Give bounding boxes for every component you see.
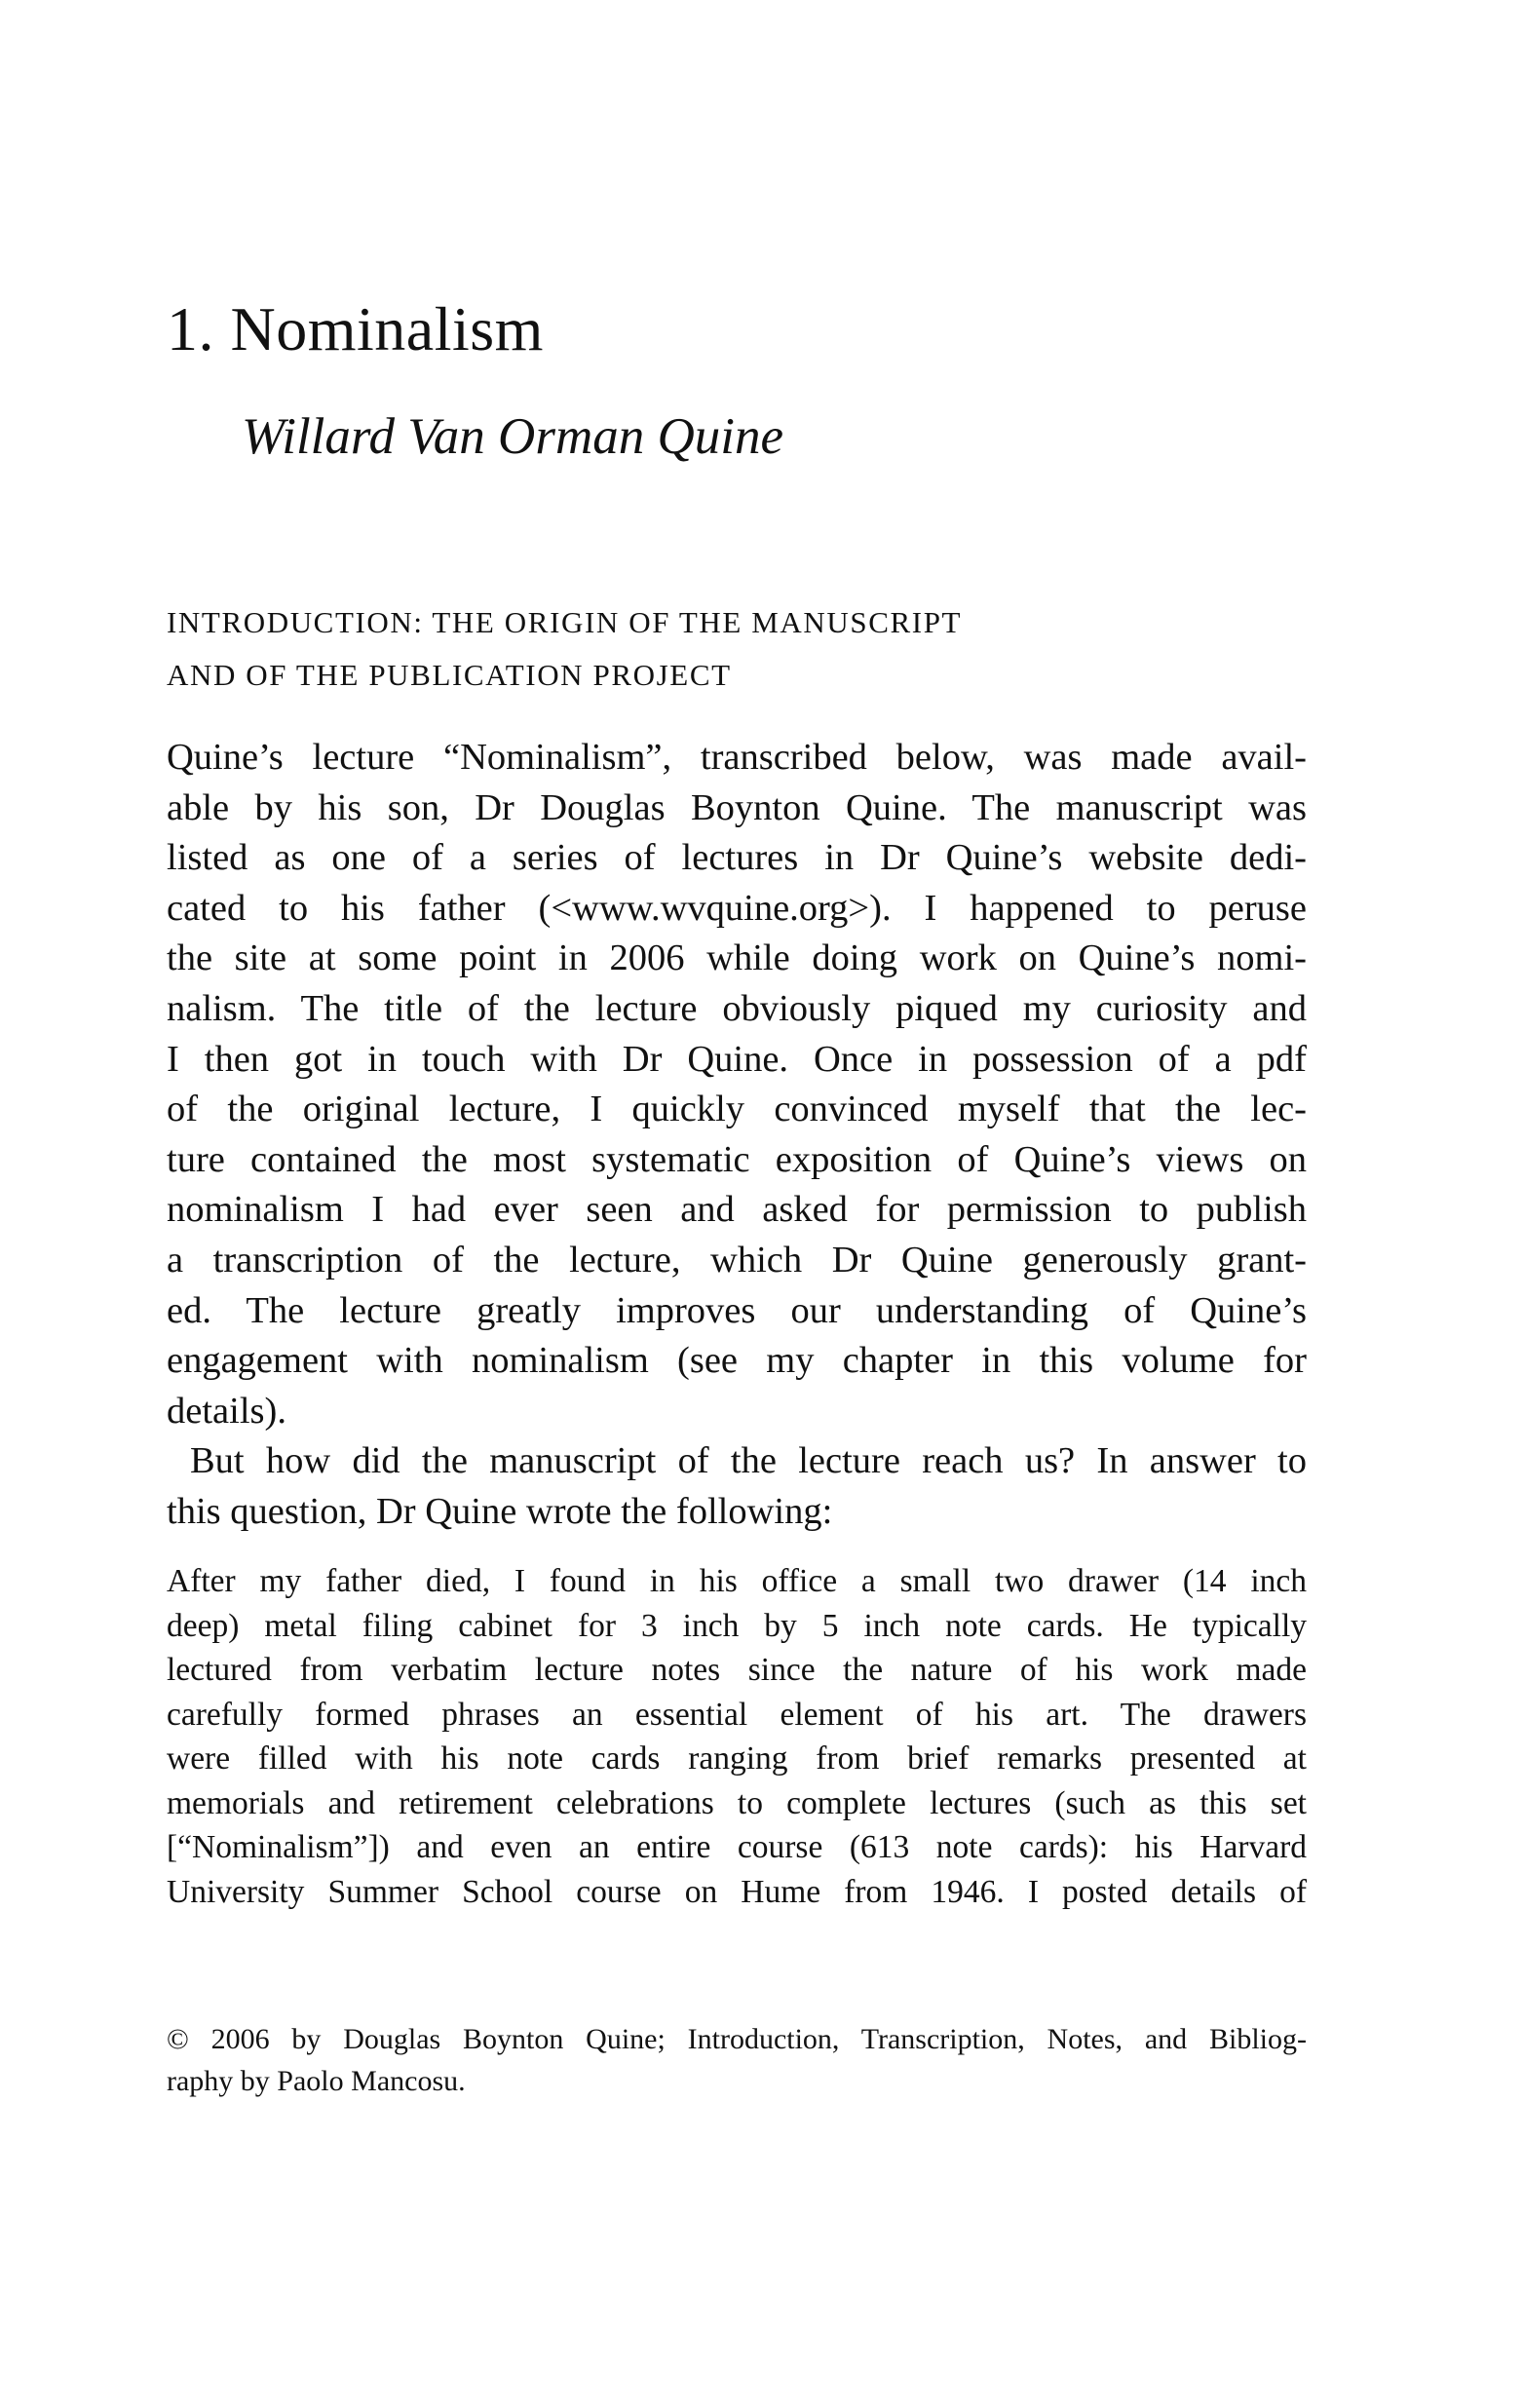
quote-line: lectured from verbatim lecture notes since the nature of his work made [167, 1652, 1307, 1688]
text-line: this question, Dr Quine wrote the following: [167, 1490, 833, 1532]
footnote-line: raphy by Paolo Mancosu. [167, 2065, 466, 2097]
text-line: ture contained the most systematic exposition of Quine’s views on [167, 1138, 1307, 1180]
text-line: able by his son, Dr Douglas Boynton Quine. The manuscript was [167, 786, 1307, 828]
section-heading-line: INTRODUCTION: THE ORIGIN OF THE MANUSCRIPT [167, 605, 963, 639]
text-line: ed. The lecture greatly improves our understanding of Quine’s [167, 1289, 1307, 1331]
chapter-title: 1. Nominalism [167, 294, 544, 363]
quote-line: carefully formed phrases an essential element of his art. The drawers [167, 1696, 1307, 1733]
text-line: cated to his father (<www.wvquine.org>). I happened to peruse [167, 887, 1307, 929]
quote-line: After my father died, I found in his office a small two drawer (14 inch [167, 1563, 1307, 1599]
footnote-line: © 2006 by Douglas Boynton Quine; Introduction, Transcription, Notes, and Bibliog- [167, 2023, 1307, 2055]
section-heading-line: AND OF THE PUBLICATION PROJECT [167, 658, 732, 692]
quote-line: University Summer School course on Hume from 1946. I posted details of [167, 1873, 1307, 1910]
text-line: the site at some point in 2006 while doing work on Quine’s nomi- [167, 937, 1307, 979]
text-line: engagement with nominalism (see my chapter in this volume for [167, 1340, 1307, 1382]
block-quote [167, 1559, 1307, 1914]
text-line: I then got in touch with Dr Quine. Once in possession of a pdf [167, 1038, 1307, 1080]
text-line: of the original lecture, I quickly convinced myself that the lec- [167, 1089, 1307, 1130]
text-line: Quine’s lecture “Nominalism”, transcribed below, was made avail- [167, 737, 1307, 778]
second-paragraph [167, 1436, 1307, 1537]
quote-line: memorials and retirement celebrations to complete lectures (such as this set [167, 1784, 1307, 1821]
chapter-author: Willard Van Orman Quine [242, 408, 784, 465]
text-line: listed as one of a series of lectures in Dr Quine’s website dedi- [167, 837, 1307, 879]
text-line: nominalism I had ever seen and asked for permission to publish [167, 1189, 1307, 1231]
text-line: But how did the manuscript of the lecture reach us? In answer to [190, 1440, 1307, 1481]
text-line: details). [167, 1390, 286, 1432]
section-heading [167, 596, 1277, 702]
quote-line: deep) metal filing cabinet for 3 inch by 5 inch note cards. He typically [167, 1607, 1307, 1644]
intro-paragraph [167, 733, 1307, 1436]
text-line: nalism. The title of the lecture obviously piqued my curiosity and [167, 987, 1307, 1029]
text-line: a transcription of the lecture, which Dr Quine generously grant- [167, 1239, 1307, 1280]
quote-line: were filled with his note cards ranging from brief remarks presented at [167, 1740, 1307, 1777]
quote-line: [“Nominalism”]) and even an entire course (613 note cards): his Harvard [167, 1829, 1307, 1865]
copyright-footnote [167, 2018, 1307, 2102]
